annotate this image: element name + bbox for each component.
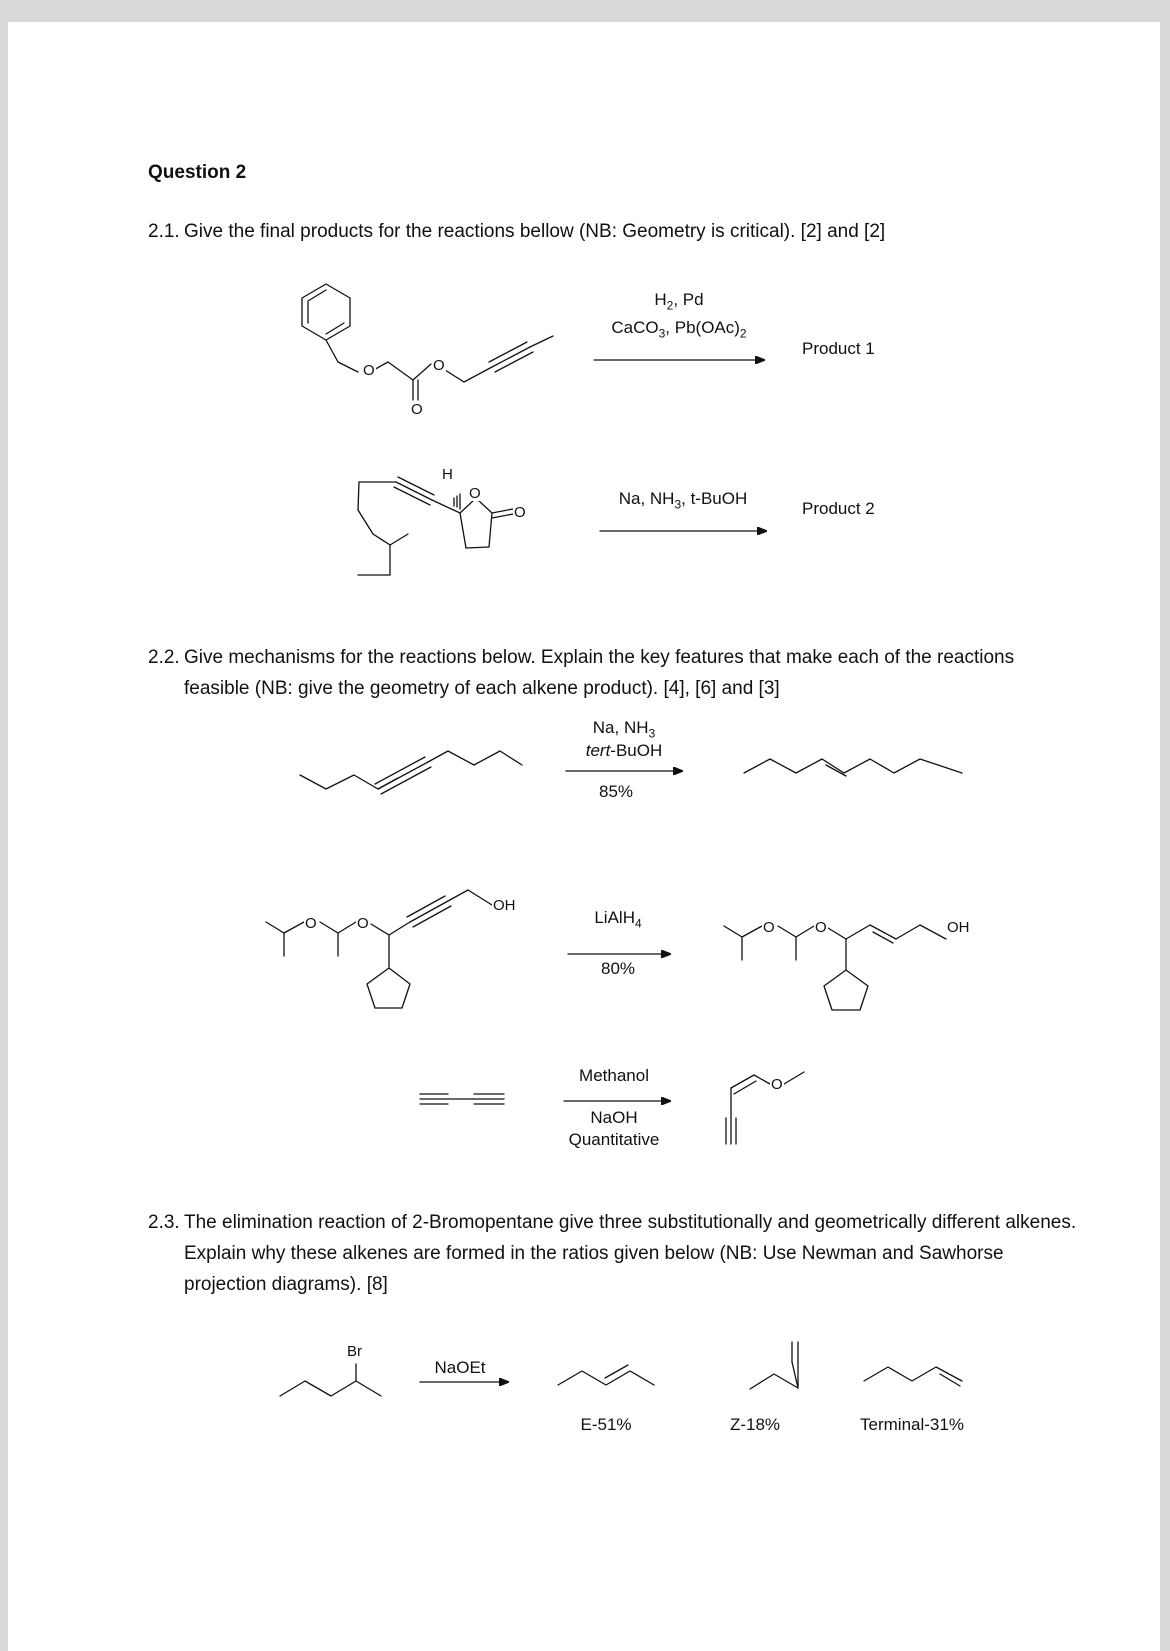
reagent-methanol: Methanol [579,1066,649,1085]
reagent-naoet: NaOEt [434,1358,486,1377]
chemical-structures [8,22,1160,1651]
question-2-1-number: 2.1. [148,221,180,242]
structure-5-decyne [300,751,522,794]
atom-o: O [514,504,526,521]
document-page [8,22,1160,1651]
question-2-2-text: Give mechanisms for the reactions below. Explain the key features that make each of the reactions feasible (NB: give the geometry of each alkene product). [4], [6] and [3] [184,647,1015,699]
question-2-3-number: 2.3. [148,1212,180,1233]
atom-o: O [357,915,369,932]
atom-o: O [771,1076,783,1093]
structure-e-2-pentene [558,1365,654,1385]
yield-85: 85% [598,782,634,801]
atom-o: O [305,915,317,932]
structure-5-decene-product [744,759,962,776]
structure-allylic-alcohol-product [724,925,946,1010]
question-2-1 [148,216,1048,247]
structure-2-bromopentane [280,1364,381,1396]
question-2-3 [148,1207,1078,1300]
product-2-label: Product 2 [802,499,875,518]
reagent-tert-buoh: tert-BuOH [585,741,663,760]
structure-diacetylene [420,1094,504,1104]
reagent-h2-pd: $H_2$, Pd [654,290,704,313]
atom-oh: OH [947,919,970,936]
reagent-naoh: NaOH [590,1108,638,1127]
structure-z-2-pentene [750,1342,798,1389]
reagent-na-nh3: Na, $NH_3$ [592,718,656,741]
structure-methoxy-enyne-product [726,1072,804,1144]
atom-o: O [411,401,423,418]
atom-o: O [763,919,775,936]
question-2-2-number: 2.2. [148,647,180,668]
structure-1-pentene [864,1367,962,1386]
structure-alkynol-acetal [266,890,492,1008]
yield-80: 80% [600,959,636,978]
atom-o: O [363,362,375,379]
atom-br: Br [347,1343,362,1360]
atom-oh: OH [493,897,516,914]
question-2-2 [148,642,1048,704]
product-1-label: Product 1 [802,339,875,358]
reagent-caco3-pboac2: CaCO$_3$, $Pb(OAc)_2$ [611,318,747,341]
question-2-1-text: Give the final products for the reactions bellow (NB: Geometry is critical). [2] and [2] [184,221,886,242]
reagent-na-nh3-tbuoh: Na, $NH_3$, t-BuOH [618,489,748,512]
structure-benzyl-glycolate-ester [302,284,553,400]
question-title: Question 2 [148,162,247,183]
question-2-3-text: The elimination reaction of 2-Bromopentane give three substitutionally and geometrically different alkenes. Explain why these alkenes are formed in the ratios given below (NB: Use Newman and Sawhorse projection diagrams). [8] [184,1212,1077,1295]
atom-o: O [433,357,445,374]
product-e-label: E-51% [580,1415,632,1434]
atom-o: O [469,485,481,502]
atom-h: H [442,466,453,483]
reagent-lialh4: LiAlH$_4$ [594,908,642,931]
product-terminal-label: Terminal-31% [860,1415,964,1434]
product-z-label: Z-18% [729,1415,781,1434]
structure-alkynyl-lactone [358,477,513,575]
atom-o: O [815,919,827,936]
yield-quantitative: Quantitative [568,1130,660,1149]
